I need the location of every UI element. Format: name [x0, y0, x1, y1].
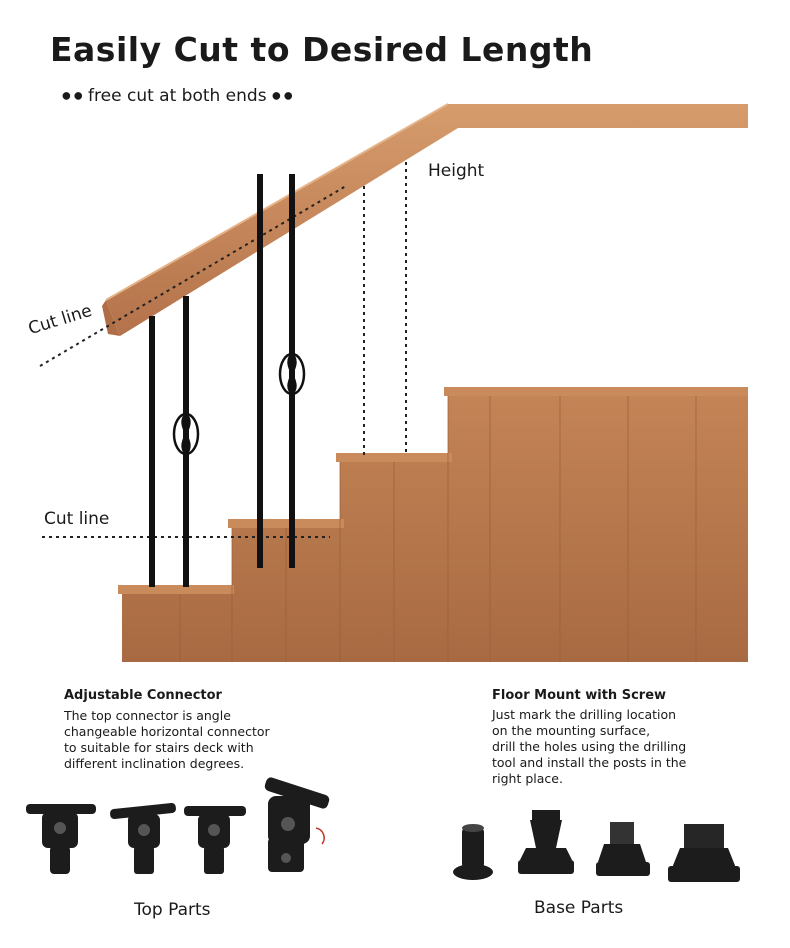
- bullet-icon: ● ●: [62, 90, 83, 102]
- text-line: on the mounting surface,: [492, 723, 651, 738]
- top-parts-caption: Top Parts: [134, 900, 211, 920]
- connector-icon: [26, 804, 96, 874]
- page-title: Easily Cut to Desired Length: [50, 30, 594, 69]
- base-cup-icon: [453, 824, 493, 880]
- floor-mount-title: Floor Mount with Screw: [492, 688, 667, 703]
- base-parts-caption: Base Parts: [534, 898, 624, 918]
- text-line: right place.: [492, 771, 563, 786]
- stair-tread: [336, 453, 452, 462]
- handrail: [102, 104, 748, 336]
- base-flange-icon: [668, 824, 740, 882]
- connector-icon: [184, 806, 246, 874]
- connector-icon: [110, 803, 177, 874]
- stair-tread: [228, 519, 344, 528]
- height-label: Height: [428, 161, 485, 181]
- cut-line-bottom-label: Cut line: [44, 509, 110, 529]
- top-parts-images: [26, 776, 331, 874]
- text-line: Just mark the drilling location: [492, 707, 677, 722]
- bullet-icon: ● ●: [271, 90, 293, 102]
- floor-mount-text: [492, 707, 686, 787]
- subtitle-text: free cut at both ends: [88, 86, 267, 106]
- cut-line-top-label: Cut line: [26, 300, 95, 340]
- base-parts-images: [453, 810, 740, 882]
- connector-icon: [263, 776, 330, 872]
- text-line: The top connector is angle: [64, 708, 231, 723]
- base-flange-icon: [596, 822, 650, 876]
- text-line: drill the holes using the drilling: [492, 739, 687, 754]
- text-line: changeable horizontal connector: [64, 724, 270, 739]
- base-flange-icon: [518, 810, 574, 874]
- adjustable-connector-title: Adjustable Connector: [64, 688, 222, 703]
- text-line: different inclination degrees.: [64, 756, 245, 771]
- text-line: tool and install the posts in the: [492, 755, 687, 770]
- stair-tread: [444, 387, 748, 396]
- text-line: to suitable for stairs deck with: [64, 740, 254, 755]
- staircase: [118, 387, 748, 662]
- stair-tread: [118, 585, 234, 594]
- cut-line-top: [40, 186, 346, 366]
- adjustable-connector-text: [64, 708, 270, 772]
